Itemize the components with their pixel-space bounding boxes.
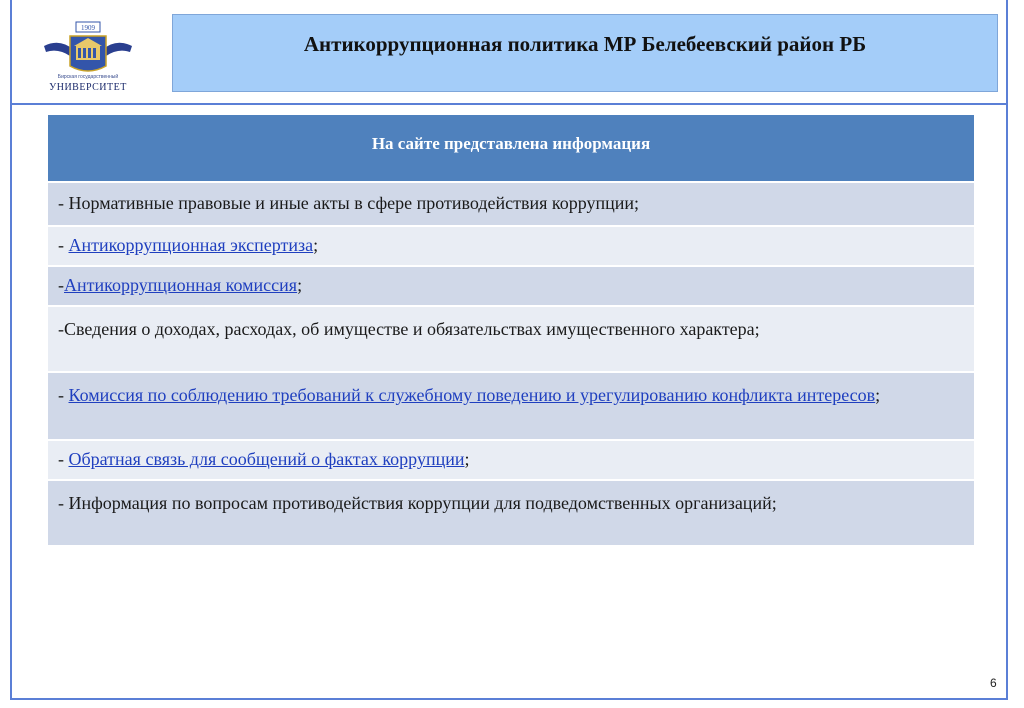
table-row bbox=[48, 371, 974, 439]
row-suffix: ; bbox=[464, 449, 470, 469]
row-prefix: - bbox=[58, 275, 64, 295]
link-conduct-commission[interactable]: Комиссия по соблюдению требований к служебному поведению и урегулированию конфликта интересов bbox=[68, 385, 876, 405]
row-suffix: ; bbox=[313, 235, 319, 255]
header-right-rule bbox=[1006, 0, 1008, 105]
row-prefix: - bbox=[58, 235, 69, 255]
row-text: Нормативные правовые и иные акты в сфере противодействия коррупции; bbox=[68, 193, 640, 213]
table-row bbox=[48, 181, 974, 225]
table-row bbox=[48, 225, 974, 265]
title-banner bbox=[172, 14, 998, 92]
row-prefix: - bbox=[58, 319, 64, 339]
university-logo bbox=[40, 16, 136, 96]
table-header bbox=[48, 115, 974, 181]
table-row bbox=[48, 305, 974, 371]
table-header-text: На сайте представлена информация bbox=[371, 134, 651, 153]
logo-name: УНИВЕРСИТЕТ bbox=[49, 82, 127, 93]
row-suffix: ; bbox=[297, 275, 303, 295]
row-prefix: - bbox=[58, 385, 69, 405]
svg-text:1909: 1909 bbox=[81, 24, 95, 32]
link-anticorruption-commission[interactable]: Антикоррупционная комиссия bbox=[64, 275, 298, 295]
page-title: Антикоррупционная политика МР Белебеевский район РБ bbox=[303, 32, 867, 56]
row-suffix: ; bbox=[875, 385, 881, 405]
row-text: Сведения о доходах, расходах, об имуществе и обязательствах имущественного характера; bbox=[64, 319, 760, 339]
header-left-rule bbox=[10, 0, 12, 105]
info-table bbox=[48, 115, 974, 545]
page-number: 6 bbox=[990, 676, 997, 690]
row-prefix: - bbox=[58, 493, 69, 513]
row-prefix: - bbox=[58, 449, 69, 469]
row-text: Информация по вопросам противодействия коррупции для подведомственных организаций; bbox=[68, 493, 777, 513]
logo-subtitle: Бирская государственный bbox=[57, 74, 119, 80]
university-emblem-icon bbox=[40, 16, 136, 76]
table-row bbox=[48, 479, 974, 545]
row-prefix: - bbox=[58, 193, 69, 213]
table-row bbox=[48, 439, 974, 479]
link-feedback-corruption[interactable]: Обратная связь для сообщений о фактах коррупции bbox=[68, 449, 465, 469]
link-anticorruption-expertise[interactable]: Антикоррупционная экспертиза bbox=[68, 235, 314, 255]
table-row bbox=[48, 265, 974, 305]
